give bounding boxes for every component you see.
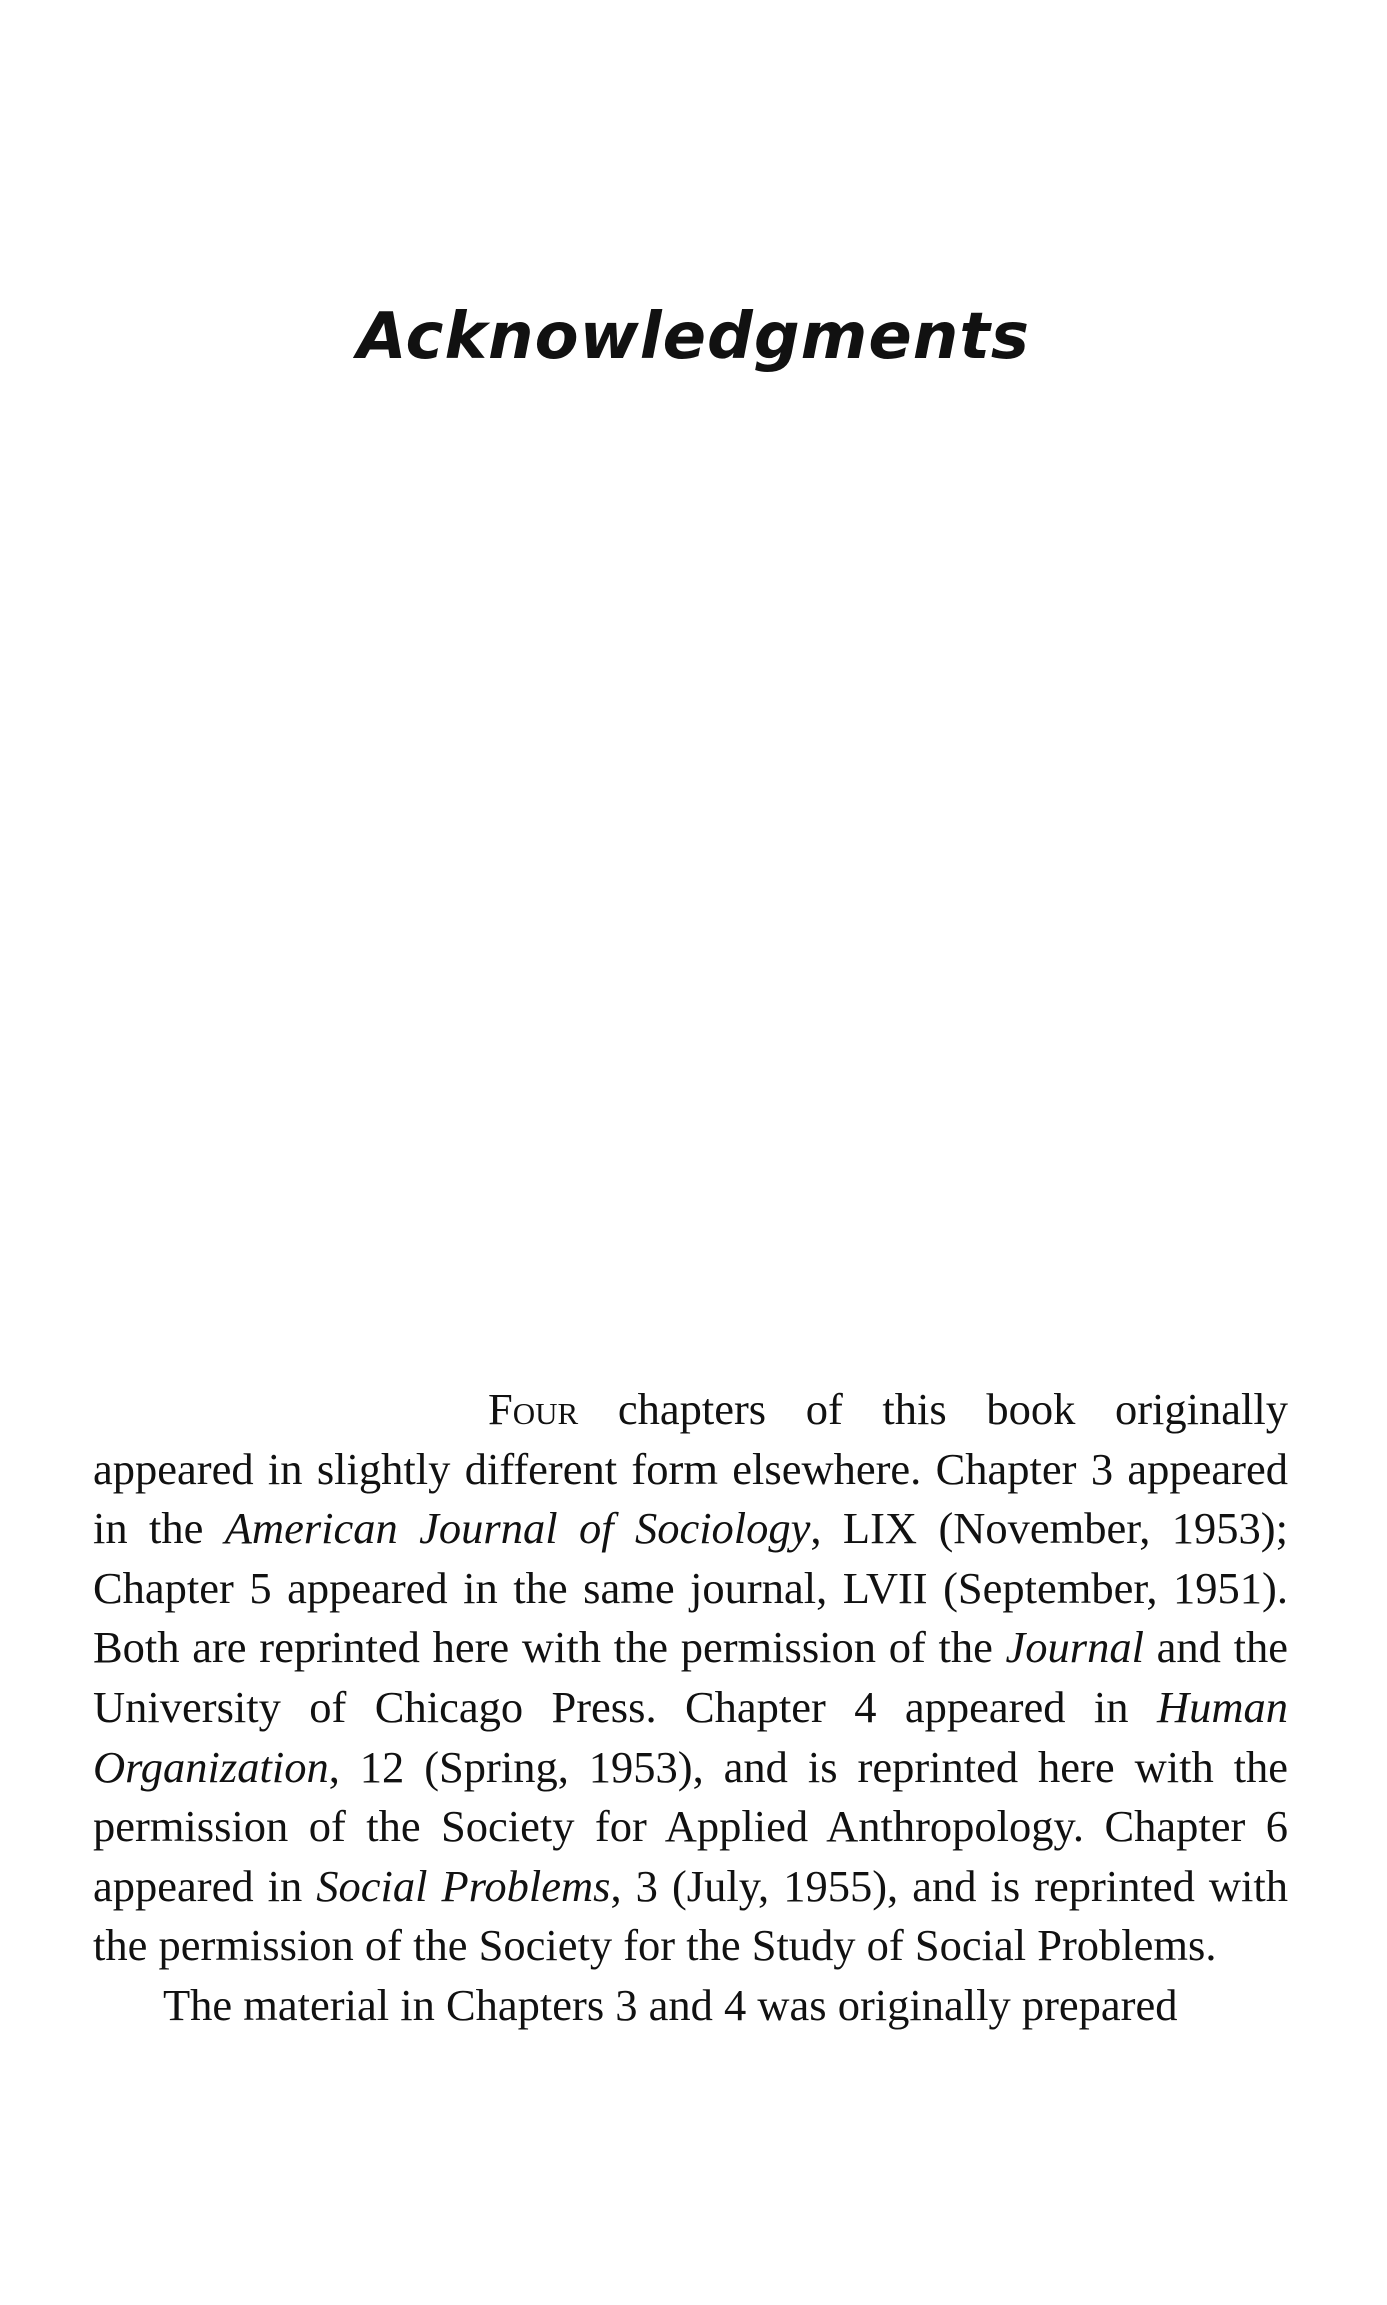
text-segment: chapters of this book originally appeared in slightly different form elsewhere. Chapter 3 appeared in the [93,1384,1288,1554]
paragraph-2 [93,1976,1288,2036]
page-title: Acknowledgments [356,300,1031,374]
text-segment: , LIX (November, 1953); Chapter 5 appeared in the same journal, LVII (September, 1951). Both are reprinted here with the permission of the [93,1503,1288,1673]
text-segment: The material in Chapters 3 and 4 was originally prepared [163,1979,1178,2030]
text-segment: , 3 (July, 1955), and is reprinted with the permission of the Society for the Study of Social Problems. [93,1860,1289,1971]
paragraph-lead-word: Four [488,1384,579,1434]
text-segment: , 12 (Spring, 1953), and is reprinted here with the permission of the Society for Applied Anthropology. Chapter 6 appeared in [93,1741,1288,1911]
journal-title: American Journal of Sociology [224,1503,811,1554]
text-segment: and the University of Chicago Press. Chapter 4 appeared in [93,1622,1288,1732]
acknowledgments-body [93,1380,1288,2036]
paragraph-1 [93,1380,1288,1976]
journal-title: Journal [1005,1622,1144,1673]
journal-title: Social Problems [316,1860,611,1911]
journal-title: Human Organization [93,1681,1288,1792]
